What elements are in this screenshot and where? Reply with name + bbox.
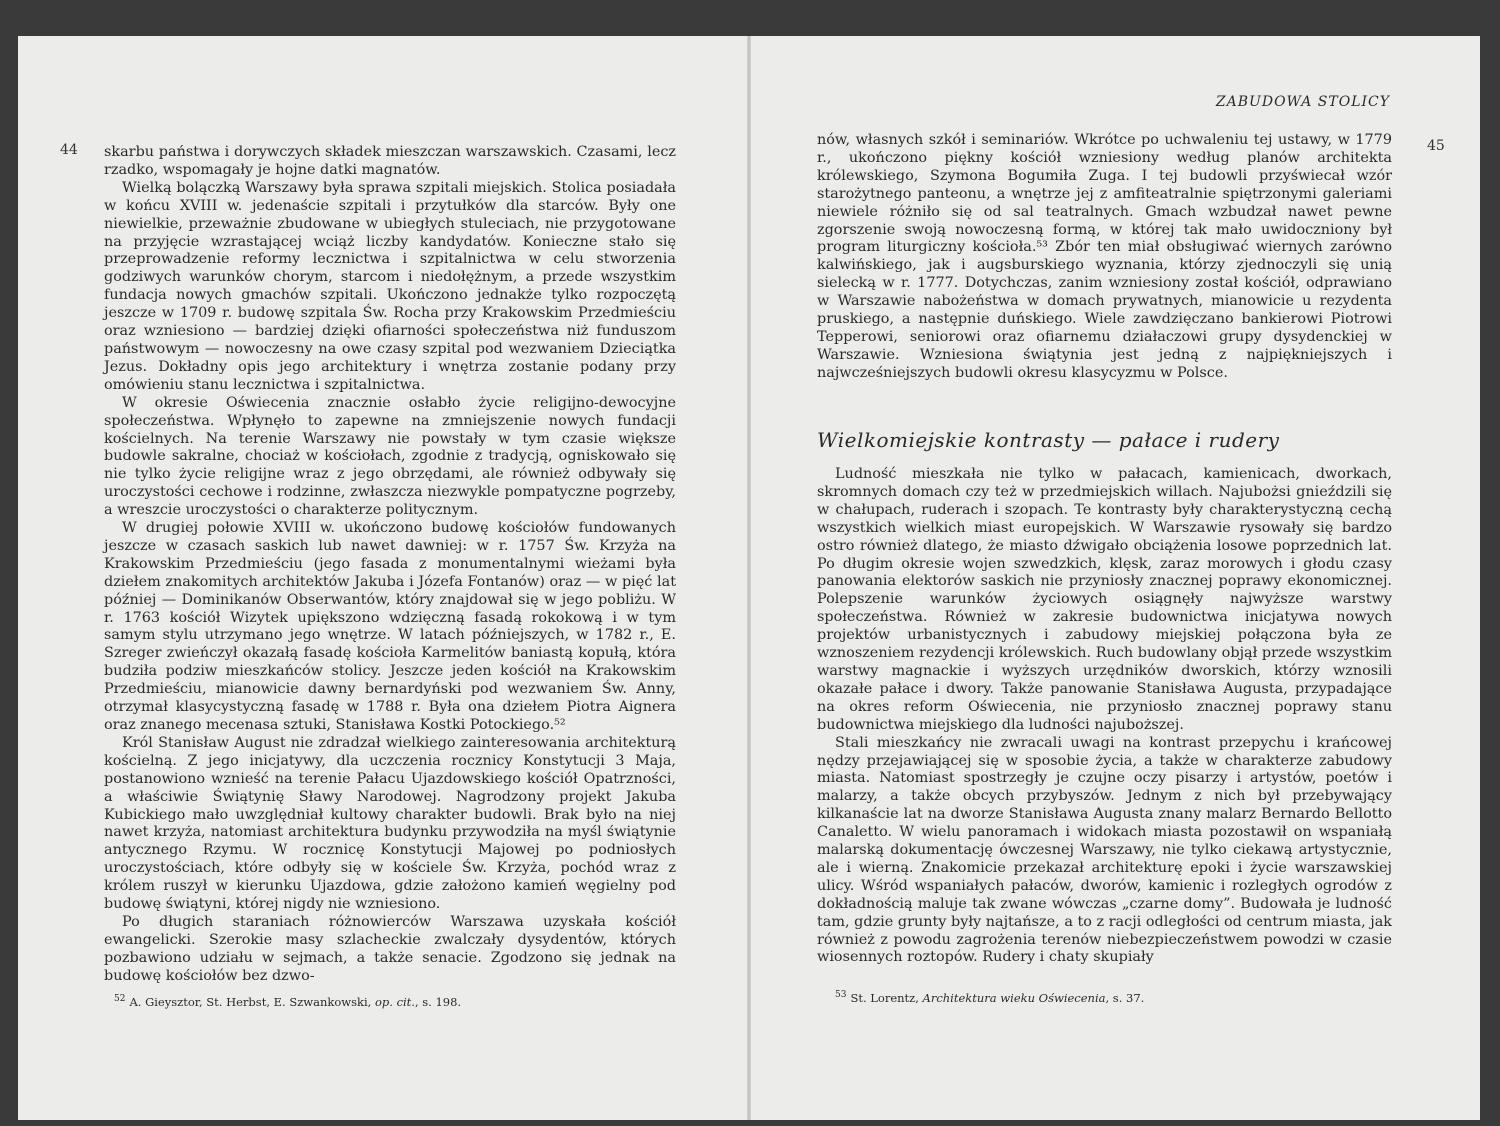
- paragraph: nów, własnych szkół i seminariów. Wkrótce po uchwaleniu tej ustawy, w 1779 r., ukończono piękny kościół wzniesiony według planów architekta królewskiego, Szymona Bogumiła Zuga. I tej budowli przyświecał wzór starożytnego panteonu, a wnętrze jej z amfiteatralnie spiętrzonymi galeriami niewiele różniło się od sal teatralnych. Gmach wzbudzał nawet pewne zgorszenie swoją nowoczesną formą, w której tak mało uwidoczniony był program liturgiczny kościoła.⁵³ Zbór ten miał obsługiwać wiernych zarówno kalwińskiego, jak i augsburskiego wyznania, którzy zjednoczyli się unią sielecką w r. 1777. Dotychczas, zanim wzniesiony został kościół, odprawiano w Warszawie nabożeństwa w domach prywatnych, mianowicie u rezydenta pruskiego, a następnie duńskiego. Wiele zawdzięczano bankierowi Piotrowi Tepperowi, seniorowi oraz ofiarnemu działaczowi grupy dysydenckiej w Warszawie. Wzniesiona świątynia jest jedną z najpiękniejszych i najwcześniejszych budowli okresu klasycyzmu w Polsce.: [817, 132, 1392, 381]
- book-spread: [18, 36, 1480, 1120]
- page-number: 44: [60, 142, 78, 158]
- footnote-text: , s. 37.: [1105, 990, 1145, 1005]
- footnote-text: St. Lorentz,: [850, 990, 923, 1005]
- footnote-text: , s. 198.: [414, 994, 462, 1009]
- running-head: ZABUDOWA STOLICY: [1215, 94, 1390, 110]
- body-text: [104, 144, 676, 986]
- body-text: [817, 132, 1392, 383]
- paragraph: skarbu państwa i dorywczych składek mieszczan warszawskich. Czasami, lecz rzadko, wspomagały je hojne datki magnatów.: [104, 144, 676, 178]
- page-number: 45: [1427, 138, 1445, 154]
- footnote-mark: 53: [835, 990, 847, 1000]
- paragraph: Król Stanisław August nie zdradzał wielkiego zainteresowania architekturą kościelną. Z jego inicjatywy, dla uczczenia rocznicy Konstytucji 3 Maja, postanowiono wznieść na terenie Pałacu Ujazdowskiego kościół Opatrzności, a właściwie Świątynię Sławy Narodowej. Nagrodzony projekt Jakuba Kubickiego mało uwzględniał kultowy charakter budowli. Brak było na niej nawet krzyża, natomiast architektura budynku przywodziła na myśl świątynie antycznego Rzymu. W rocznicę Konstytucji Majowej po podniosłych uroczystościach, które odbyły się w kościele Św. Krzyża, pochód wraz z królem ruszył w kierunku Ujazdowa, gdzie założono kamień węgielny pod budowę świątyni, której nigdy nie wzniesiono.: [104, 734, 676, 913]
- body-text: [817, 466, 1392, 967]
- section-heading: Wielkomiejskie kontrasty — pałace i rudery: [817, 428, 1280, 452]
- paragraph: Po długich staraniach różnowierców Warszawa uzyskała kościół ewangelicki. Szerokie masy szlacheckie zwalczały dysydentów, których pozbawiono udziału w sejmach, a także senacie. Zgodzono się jednak na budowę kościołów bez dzwo-: [104, 913, 676, 984]
- footnote-citation: Architektura wieku Oświecenia: [922, 990, 1106, 1005]
- paragraph: Stali mieszkańcy nie zwracali uwagi na kontrast przepychu i krańcowej nędzy przejawiającej się w sposobie życia, a także w charakterze zabudowy miasta. Natomiast spostrzegły je czujne oczy pisarzy i artystów, poetów i malarzy, a także obcych przybyszów. Jednym z nich był przebywający kilkanaście lat na dworze Stanisława Augusta znany malarz Bernardo Bellotto Canaletto. W wielu panoramach i widokach miasta pozostawił on wspaniałą malarską dokumentację ówczesnej Warszawy, nie tylko ciekawą artystycznie, ale i wierną. Znakomicie przekazał architekturę epoki i życie warszawskiej ulicy. Wśród wspaniałych pałaców, dworów, kamienic i rozległych ogrodów z dokładnością maluje tak zwane wówczas „czarne domy”. Budowała je ludność tam, gdzie grunty były najtańsze, a to z racji odległości od centrum miasta, jak również z powodu zagrożenia terenów niebezpieczeństwem powodzi w czasie wiosennych roztopów. Rudery i chaty skupiały: [817, 734, 1392, 966]
- paragraph: Ludność mieszkała nie tylko w pałacach, kamienicach, dworkach, skromnych domach czy też w przedmiejskich willach. Najubożsi gnieździli się w chałupach, ruderach i szopach. Te kontrasty były charakterystyczną cechą wszystkich wielkich miast europejskich. W Warszawie rysowały się bardzo ostro również dlatego, że miasto dźwigało obciążenia losowe poprzednich lat. Po długim okresie wojen szwedzkich, klęsk, zaraz morowych i głodu czasy panowania elektorów saskich nie przyniosły znacznej poprawy ekonomicznej. Polepszenie warunków życiowych osiągnęły najwyższe warstwy społeczeństwa. Również w zakresie budownictwa inicjatywa nowych projektów urbanistycznych i zabudowy miejskiej połączona była ze wznoszeniem rezydencji królewskich. Ruch budowlany objął przede wszystkim warstwy magnackie i wyższych urzędników dworskich, którzy wznosili okazałe pałace i dwory. Także panowanie Stanisława Augusta, przypadające na okres reform Oświecenia, nie przyniosło znacznej poprawy stanu budownictwa miejskiego dla ludności najuboższej.: [817, 466, 1392, 733]
- footnote-text: A. Gieysztor, St. Herbst, E. Szwankowski,: [129, 994, 375, 1009]
- footnote-mark: 52: [114, 994, 126, 1004]
- left-page: [18, 36, 747, 1120]
- footnote: [835, 990, 1144, 1005]
- paragraph: W okresie Oświecenia znacznie osłabło życie religijno-dewocyjne społeczeństwa. Wpłynęło to zapewne na zmniejszenie nowych fundacji kościelnych. Na terenie Warszawy nie powstały w tym czasie większe budowle sakralne, chociaż w kościołach, zgodnie z tradycją, ogniskowało się nie tylko życie religijne wraz z jego obrzędami, ale również odbywały się uroczystości cechowe i rodzinne, zwłaszcza niezwykle pompatyczne pogrzeby, a wreszcie uroczystości o charakterze politycznym.: [104, 394, 676, 519]
- paragraph: Wielką bolączką Warszawy była sprawa szpitali miejskich. Stolica posiadała w końcu XVIII w. jedenaście szpitali i przytułków dla starców. Były one niewielkie, przeważnie zbudowane w ubiegłych stuleciach, nie przygotowane na przyjęcie wzrastającej wciąż liczby kandydatów. Konieczne stało się przeprowadzenie reformy lecznictwa i szpitalnictwa w celu stworzenia godziwych warunków chorym, starcom i niedołężnym, a przede wszystkim fundacja nowych gmachów szpitali. Ukończono jednakże tylko rozpoczętą jeszcze w 1709 r. budowę szpitala Św. Rocha przy Krakowskim Przedmieściu oraz wzniesiono — bardziej dzięki ofiarności społeczeństwa niż funduszom państwowym — nowoczesny na owe czasy szpital pod wezwaniem Dzieciątka Jezus. Dokładny opis jego architektury i wnętrza zostanie podany przy omówieniu stanu lecznictwa i szpitalnictwa.: [104, 179, 676, 393]
- footnote-citation: op. cit.: [374, 994, 415, 1009]
- footnote: [114, 994, 461, 1009]
- paragraph: W drugiej połowie XVIII w. ukończono budowę kościołów fundowanych jeszcze w czasach saskich lub nawet dawniej: w r. 1757 Św. Krzyża na Krakowskim Przedmieściu (jego fasada z monumentalnymi wieżami była dziełem znakomitych architektów Jakuba i Józefa Fontanów) oraz — w pięć lat później — Dominikanów Obserwantów, który znajdował się w jego pobliżu. W r. 1763 kościół Wizytek upiększono wdzięczną fasadą rokokową i w tym samym stylu utrzymano jego wnętrze. W latach późniejszych, w 1782 r., E. Szreger zwieńczył okazałą fasadę kościoła Karmelitów baniastą kopułą, która budziła podziw mieszkańców stolicy. Jeszcze jeden kościół na Krakowskim Przedmieściu, mianowicie dawny bernardyński pod wezwaniem Św. Anny, otrzymał klasycystyczną fasadę w 1788 r. Była ona dziełem Piotra Aignera oraz znanego mecenasa sztuki, Stanisława Kostki Potockiego.⁵²: [104, 520, 676, 733]
- right-page: [751, 36, 1480, 1120]
